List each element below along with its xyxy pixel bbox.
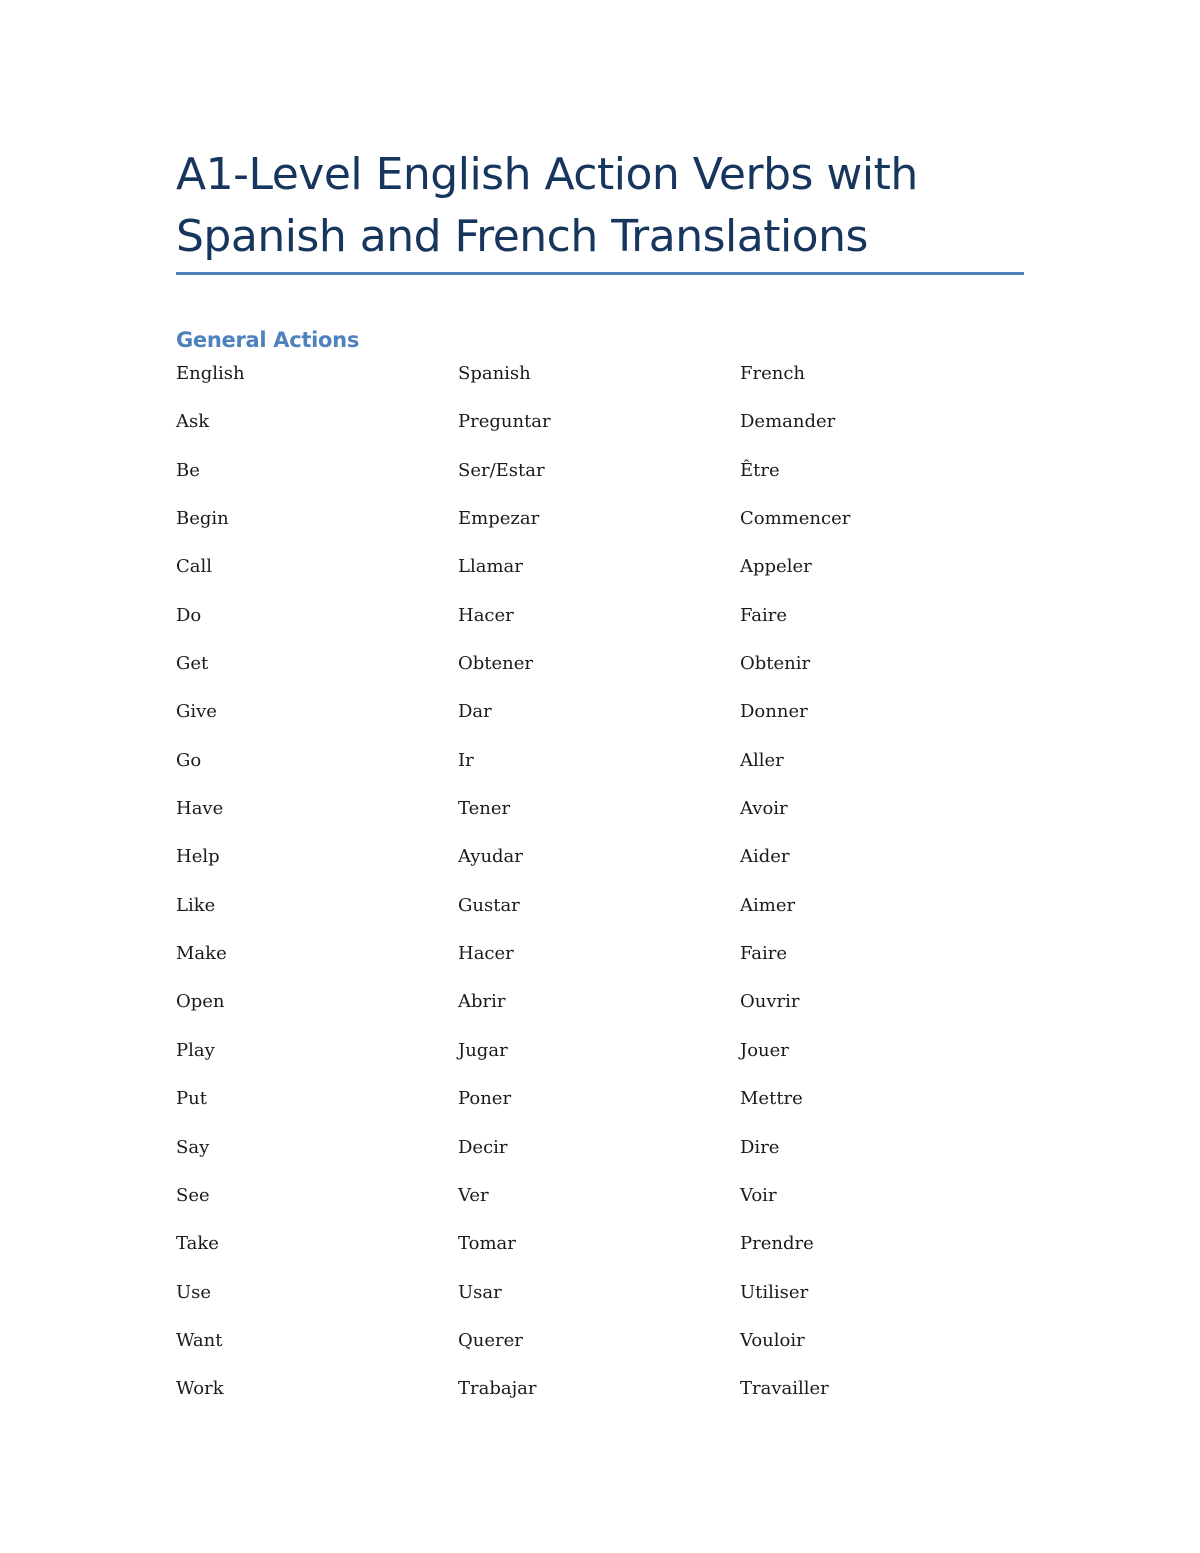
column-header-english: English [176, 363, 245, 384]
spanish-word: Gustar [458, 894, 520, 916]
table-row [176, 1227, 1024, 1275]
french-word: Faire [740, 604, 788, 626]
spanish-word: Ser/Estar [458, 459, 545, 481]
french-word: Mettre [740, 1088, 803, 1110]
spanish-word: Decir [458, 1136, 508, 1158]
table-row [176, 937, 1024, 985]
table-row [176, 840, 1024, 888]
english-word: Give [176, 701, 217, 723]
french-word: Avoir [740, 798, 788, 820]
french-word: Aider [740, 846, 790, 868]
section-heading: General Actions [176, 328, 360, 352]
english-word: Be [176, 459, 200, 481]
spanish-word: Abrir [458, 991, 506, 1013]
table-header-row [176, 357, 1024, 405]
french-word: Obtenir [740, 653, 811, 675]
document-title: A1-Level English Action Verbs with Spanish and French Translations [176, 149, 918, 262]
spanish-word: Poner [458, 1088, 512, 1110]
english-word: See [176, 1184, 210, 1206]
spanish-word: Tener [458, 798, 511, 820]
english-word: Take [176, 1233, 219, 1255]
spanish-word: Dar [458, 701, 492, 723]
table-row [176, 405, 1024, 453]
spanish-word: Hacer [458, 943, 514, 965]
french-word: Prendre [740, 1233, 814, 1255]
french-word: Ouvrir [740, 991, 800, 1013]
french-word: Appeler [740, 556, 812, 578]
french-word: Commencer [740, 508, 851, 530]
french-word: Aller [740, 749, 784, 771]
french-word: Être [740, 459, 780, 481]
table-row [176, 695, 1024, 743]
table-row [176, 454, 1024, 502]
english-word: Help [176, 846, 220, 868]
english-word: Ask [176, 411, 210, 433]
table-row [176, 985, 1024, 1033]
spanish-word: Querer [458, 1329, 523, 1351]
english-word: Want [176, 1329, 223, 1351]
spanish-word: Usar [458, 1281, 502, 1303]
table-row [176, 744, 1024, 792]
table-row [176, 889, 1024, 937]
spanish-word: Empezar [458, 508, 540, 530]
english-word: Play [176, 1039, 215, 1061]
french-word: Aimer [740, 894, 796, 916]
french-word: Travailler [740, 1378, 829, 1400]
spanish-word: Llamar [458, 556, 523, 578]
spanish-word: Ir [458, 749, 474, 771]
table-row [176, 1131, 1024, 1179]
spanish-word: Ayudar [458, 846, 523, 868]
table-row [176, 1034, 1024, 1082]
spanish-word: Obtener [458, 653, 534, 675]
english-word: Like [176, 894, 216, 916]
english-word: Say [176, 1136, 210, 1158]
table-row [176, 647, 1024, 695]
spanish-word: Preguntar [458, 411, 551, 433]
vocabulary-table [176, 357, 1024, 1421]
english-word: Do [176, 604, 202, 626]
english-word: Work [176, 1378, 224, 1400]
french-word: Dire [740, 1136, 780, 1158]
english-word: Go [176, 749, 202, 771]
english-word: Call [176, 556, 213, 578]
table-row [176, 502, 1024, 550]
french-word: Demander [740, 411, 836, 433]
french-word: Utiliser [740, 1281, 809, 1303]
french-word: Voir [740, 1184, 777, 1206]
french-word: Faire [740, 943, 788, 965]
table-row [176, 1324, 1024, 1372]
french-word: Donner [740, 701, 808, 723]
table-row [176, 1276, 1024, 1324]
table-row [176, 550, 1024, 598]
table-row [176, 1179, 1024, 1227]
english-word: Have [176, 798, 224, 820]
english-word: Get [176, 653, 209, 675]
spanish-word: Jugar [458, 1039, 508, 1061]
title-underline-rule [176, 272, 1024, 275]
french-word: Jouer [740, 1039, 789, 1061]
table-row [176, 1082, 1024, 1130]
table-row [176, 1372, 1024, 1420]
spanish-word: Hacer [458, 604, 514, 626]
english-word: Use [176, 1281, 212, 1303]
spanish-word: Tomar [458, 1233, 516, 1255]
english-word: Make [176, 943, 227, 965]
english-word: Put [176, 1088, 207, 1110]
table-row [176, 599, 1024, 647]
column-header-spanish: Spanish [458, 363, 531, 384]
english-word: Open [176, 991, 225, 1013]
table-row [176, 792, 1024, 840]
spanish-word: Trabajar [458, 1378, 537, 1400]
french-word: Vouloir [740, 1329, 805, 1351]
english-word: Begin [176, 508, 229, 530]
spanish-word: Ver [458, 1184, 489, 1206]
column-header-french: French [740, 363, 806, 384]
